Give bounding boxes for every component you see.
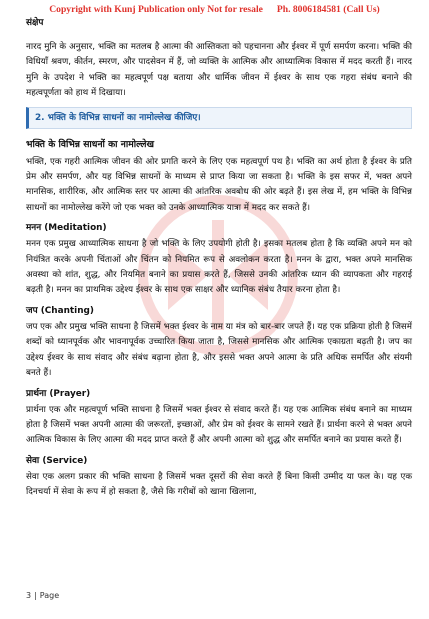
question-heading: 2. भक्ति के विभिन्न साधनों का नामोल्लेख कीजिए। xyxy=(26,107,412,129)
page-content xyxy=(26,16,412,501)
copyright-notice: Copyright with Kunj Publication only Not for resale xyxy=(49,4,263,15)
heading-service: सेवा (Service) xyxy=(26,455,88,466)
page-number: 3 xyxy=(26,591,32,600)
paragraph-service: सेवा एक अलग प्रकार की भक्ति साधना है जिसमें भक्त दूसरों की सेवा करते हैं बिना किसी उम्मीद या फल के। यह एक दिनचर्या में सेवा के रूप में हो सकता है, जैसे कि गरीबों को खाना खिलाना, xyxy=(26,471,412,498)
page-label: Page xyxy=(39,591,60,600)
summary-label: संक्षेप xyxy=(26,18,44,28)
section-intro: भक्ति, एक गहरी आत्मिक जीवन की ओर प्रगति करने के लिए एक महत्वपूर्ण पथ है। भक्ति का अर्थ होता है ईश्वर के प्रति प्रेम और समर्पण, और यह विभिन्न साधनों के माध्यम से प्राप्त किया जा सकता है। भक्ति के इस सफर में, भक्त अपने मानसिक, शारीरिक, और आत्मिक स्तर पर आत्मा की आंतरिक अवबोध की ओर बढ़ते हैं। इस लेख में, हम भक्ति के विभिन्न साधनों का नामोल्लेख करेंगे जो एक भक्त को उनके आध्यात्मिक यात्रा में मदद कर सकते हैं। xyxy=(26,156,412,213)
paragraph-prayer: प्रार्थना एक और महत्वपूर्ण भक्ति साधना है जिसमें भक्त ईश्वर से संवाद करते हैं। यह एक आत्मिक संबंध बनाने का माध्यम होता है जिसमें भक्त अपनी आत्मा की जरूरतों, इच्छाओं, और प्रेम को ईश्वर के सामने रखते हैं। प्रार्थना करने से भक्त अपने आत्मिक विकास के लिए आत्मा की मदद प्राप्त करते हैं और अपनी आत्मा को शुद्ध और समर्पित बनाने का प्रयास करते हैं। xyxy=(26,404,412,446)
intro-paragraph: नारद मुनि के अनुसार, भक्ति का मतलब है आत्मा की आस्तिकता को पहचानना और ईश्वर में पूर्ण समर्पण करना। भक्ति की विधियाँ श्रवण, कीर्तन, स्मरण, और पादसेवन में हैं, जो व्यक्ति के आत्मिक और आध्यात्मिक विकास में मदद करती हैं। नारद मुनि के उपदेश ने भक्ति का महत्वपूर्ण पक्ष बताया और धार्मिक जीवन में ईश्वर के साथ एक गहरा संबंध बनाने की महत्वपूर्णता को हाथ में दिखाया। xyxy=(26,42,412,99)
paragraph-chanting: जप एक और प्रमुख भक्ति साधना है जिसमें भक्त ईश्वर के नाम या मंत्र को बार-बार जपते हैं। यह एक प्रक्रिया होती है जिसमें शब्दों को ध्यानपूर्वक और भावनापूर्वक उच्चारित किया जाता है, जिससे मानसिक और आत्मिक एकाग्रता बढ़ती है। जप का उद्देश्य ईश्वर के साथ संवाद और संबंध बढ़ाना होता है, और इससे भक्त अपने आत्मा के प्रति अधिक समर्पित और संयमी बनते हैं। xyxy=(26,321,412,379)
phone-number: Ph. 8006184581 (Call Us) xyxy=(276,4,380,15)
paragraph-meditation: मनन एक प्रमुख आध्यात्मिक साधना है जो भक्ति के लिए उपयोगी होती है। इसका मतलब होता है कि व्यक्ति अपने मन को नियंत्रित करके अपनी चिंताओं और चिंतन को नियमित रूप से अवलोकन करता है। मनन के द्वारा, भक्त अपने मानसिक अवस्था को शांत, शुद्ध, और नियमित बनाने का प्रयास करते हैं, जिससे उनकी आंतरिक ध्यान की व्यापकता और गहराई बढ़ती है। मनन का प्राथमिक उद्देश्य ईश्वर के साथ एक साक्षर और ध्यानिक संबंध तैयार करना होता है। xyxy=(26,239,412,296)
heading-prayer: प्रार्थना (Prayer) xyxy=(26,388,91,399)
heading-meditation: मनन (Meditation) xyxy=(26,223,107,234)
footer-separator: | xyxy=(34,591,37,600)
heading-chanting: जप (Chanting) xyxy=(26,305,94,316)
page-header xyxy=(0,4,429,15)
section-heading: भक्ति के विभिन्न साधनों का नामोल्लेख xyxy=(26,138,155,150)
page-footer xyxy=(26,591,59,600)
